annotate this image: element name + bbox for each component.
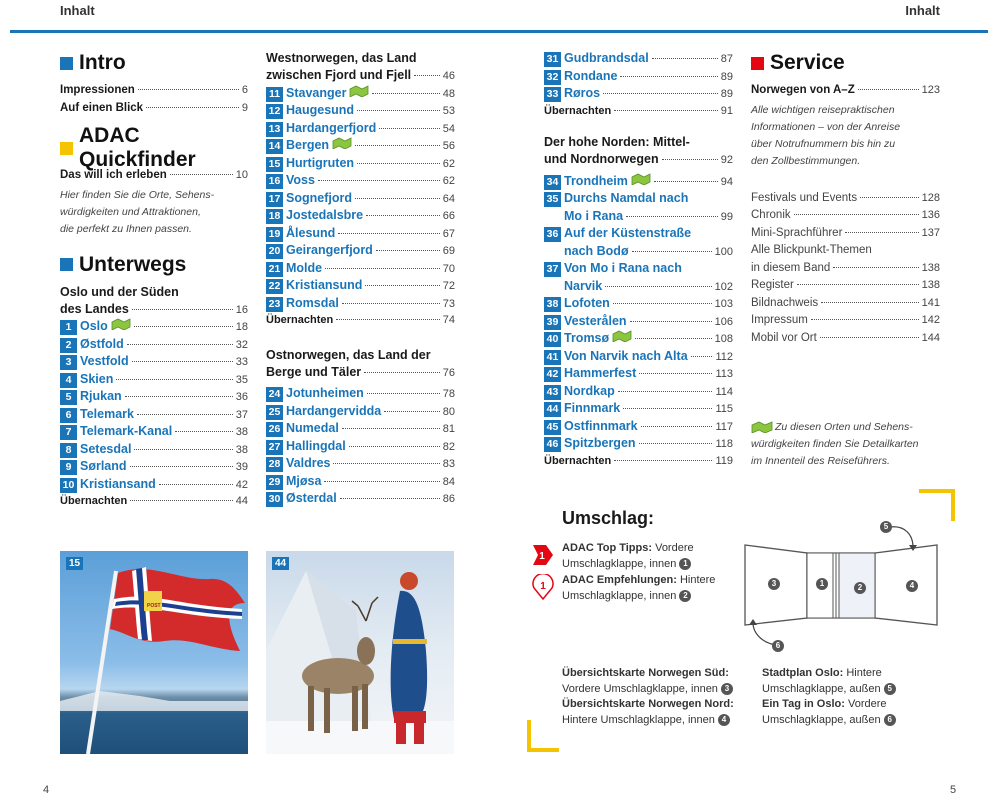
column-2: [266, 50, 455, 508]
service-entry[interactable]: Impressum 142: [751, 314, 940, 326]
toc-destination[interactable]: 8 Setesdal 38: [60, 441, 248, 459]
region-east-title: Ostnorwegen, das Land der: [266, 347, 431, 362]
circle-1: 1: [679, 558, 691, 570]
toc-destination[interactable]: 27 Hallingdal 82: [266, 438, 455, 456]
destination-number: 27: [266, 440, 283, 455]
toc-destination[interactable]: 16 Voss 62: [266, 172, 455, 190]
destination-number: 38: [544, 297, 561, 312]
toc-destination[interactable]: 7 Telemark-Kanal 38: [60, 423, 248, 441]
destination-number: 37: [544, 262, 561, 277]
service-main-entry[interactable]: Norwegen von A–Z 123: [751, 84, 940, 96]
destination-number: 45: [544, 420, 561, 435]
toc-destination[interactable]: 22 Kristiansund 72: [266, 277, 455, 295]
destination-number: 15: [266, 157, 283, 172]
toc-destination[interactable]: 37 Von Mo i Rana nach: [544, 260, 733, 278]
service-entry-cont[interactable]: in diesem Band 138: [751, 261, 940, 274]
header-left: Inhalt: [60, 3, 95, 18]
intro-square-icon: [60, 57, 73, 70]
empfehlung-icon: [532, 574, 554, 600]
map-note: Zu diesen Orten und Sehens- würdigkeiten finden Sie Detailkarten im Innenteil des Reiseführers.: [751, 421, 919, 467]
destination-number: 42: [544, 367, 561, 382]
uebernachten-west[interactable]: Übernachten 74: [266, 314, 455, 326]
photo-reindeer: [266, 551, 454, 754]
toc-destination[interactable]: 4 Skien 35: [60, 371, 248, 389]
toc-destination-cont[interactable]: nach Bodø 100: [564, 243, 733, 258]
destination-number: 44: [544, 402, 561, 417]
toc-destination[interactable]: 13 Hardangerfjord 54: [266, 120, 455, 138]
destination-number: 5: [60, 390, 77, 405]
toc-destination[interactable]: 2 Østfold 32: [60, 336, 248, 354]
destination-number: 20: [266, 244, 283, 259]
quickfinder-entry[interactable]: Das will ich erleben 10: [60, 169, 248, 181]
diagram-circle-2: 2: [854, 582, 866, 594]
uebernachten-east[interactable]: Übernachten 91: [544, 104, 733, 117]
toc-destination[interactable]: 45 Ostfinnmark 117: [544, 418, 733, 436]
toc-destination[interactable]: 9 Sørland 39: [60, 458, 248, 476]
toc-destination[interactable]: 40 Tromsø 108: [544, 330, 733, 348]
toc-destination[interactable]: 39 Vesterålen 106: [544, 313, 733, 331]
map-icon: [631, 173, 651, 185]
quickfinder-square-icon: [60, 142, 73, 155]
quickfinder-heading: ADAC Quickfinder: [60, 135, 248, 161]
unterwegs-square-icon: [60, 258, 73, 271]
map-icon: [111, 318, 131, 330]
destination-number: 14: [266, 139, 283, 154]
region-north-entry[interactable]: und Nordnorwegen 92: [544, 152, 733, 166]
region-south-title: Oslo und der Süden: [60, 284, 179, 299]
toc-destination[interactable]: 34 Trondheim 94: [544, 173, 733, 191]
map-icon: [751, 421, 773, 439]
toc-destination[interactable]: 19 Ålesund 67: [266, 225, 455, 243]
toc-destination[interactable]: 11 Stavanger 48: [266, 85, 455, 103]
destination-number: 29: [266, 475, 283, 490]
flag-illustration: [60, 551, 248, 754]
toc-destination[interactable]: 24 Jotunheimen 78: [266, 385, 455, 403]
toc-destination[interactable]: 20 Geirangerfjord 69: [266, 242, 455, 260]
destination-number: 1: [60, 320, 77, 335]
destination-number: 16: [266, 174, 283, 189]
destination-number: 43: [544, 385, 561, 400]
toc-destination-cont[interactable]: Mo i Rana 99: [564, 208, 733, 223]
toc-destination[interactable]: 41 Von Narvik nach Alta 112: [544, 348, 733, 366]
toc-destination[interactable]: 38 Lofoten 103: [544, 295, 733, 313]
diagram-circle-5: 5: [880, 521, 892, 533]
header-right: Inhalt: [905, 3, 940, 18]
photo-right-badge: 44: [272, 557, 289, 570]
destination-number: 10: [60, 478, 77, 493]
destination-number: 9: [60, 460, 77, 475]
toc-destination[interactable]: 44 Finnmark 115: [544, 400, 733, 418]
destination-number: 7: [60, 425, 77, 440]
toc-destination[interactable]: 26 Numedal 81: [266, 420, 455, 438]
toc-destination[interactable]: 29 Mjøsa 84: [266, 473, 455, 491]
region-north-title: Der hohe Norden: Mittel-: [544, 135, 690, 149]
toc-destination[interactable]: 10 Kristiansand 42: [60, 476, 248, 494]
service-heading: Service: [751, 50, 940, 76]
corner-bracket-top-right: [919, 489, 955, 521]
region-west-title: Westnorwegen, das Land: [266, 51, 417, 65]
destination-number: 30: [266, 492, 283, 507]
toc-destination[interactable]: 28 Valdres 83: [266, 455, 455, 473]
service-description: Alle wichtigen reisepraktischen Informationen – von der Anreise über Notrufnummern bis hin zu den Zollbestimmungen.: [751, 103, 901, 167]
toc-destination[interactable]: 33 Røros 89: [544, 85, 733, 103]
map-nord-note: Übersichtskarte Norwegen Nord: Hintere Umschlagklappe, innen 4: [562, 698, 734, 726]
page-number-left: 4: [43, 784, 50, 796]
destination-number: 21: [266, 262, 283, 277]
destination-number: 33: [544, 87, 561, 102]
service-entry[interactable]: Register 138: [751, 279, 940, 291]
destination-number: 35: [544, 192, 561, 207]
toc-destination[interactable]: 1 Oslo 18: [60, 318, 248, 336]
destination-number: 31: [544, 52, 561, 67]
stadtplan-note: Stadtplan Oslo: Hintere Umschlagklappe, außen 5: [762, 665, 942, 697]
region-east-entry[interactable]: Berge und Täler 76: [266, 364, 455, 379]
destination-number: 6: [60, 408, 77, 423]
region-west-entry[interactable]: zwischen Fjord und Fjell 46: [266, 68, 455, 82]
destination-number: 34: [544, 175, 561, 190]
column-4: [751, 50, 940, 470]
service-entry[interactable]: Alle Blickpunkt-Themen: [751, 244, 872, 256]
destination-number: 32: [544, 70, 561, 85]
destination-number: 41: [544, 350, 561, 365]
destination-number: 3: [60, 355, 77, 370]
svg-text:1: 1: [540, 581, 546, 592]
destination-number: 46: [544, 437, 561, 452]
diagram-circle-6: 6: [772, 640, 784, 652]
toc-destination[interactable]: 17 Sognefjord 64: [266, 190, 455, 208]
toc-destination[interactable]: 18 Jostedalsbre 66: [266, 207, 455, 225]
circle-3: 3: [721, 683, 733, 695]
region-south-entry[interactable]: des Landes 16: [60, 301, 248, 316]
circle-4: 4: [718, 714, 730, 726]
toc-destination[interactable]: 36 Auf der Küstenstraße: [544, 225, 733, 243]
map-icon: [612, 330, 632, 342]
service-entry[interactable]: Festivals und Events 128: [751, 191, 940, 204]
service-entry[interactable]: Mini-Sprachführer 137: [751, 226, 940, 239]
tag-in-oslo-note: Ein Tag in Oslo: Vordere Umschlagklappe, außen 6: [762, 696, 942, 728]
toc-destination[interactable]: 21 Molde 70: [266, 260, 455, 278]
destination-number: 22: [266, 279, 283, 294]
corner-bracket-bottom-left: [527, 720, 559, 752]
destination-number: 26: [266, 422, 283, 437]
destination-number: 2: [60, 338, 77, 353]
toc-destination[interactable]: 3 Vestfold 33: [60, 353, 248, 371]
toc-destination[interactable]: 43 Nordkap 114: [544, 383, 733, 401]
diagram-circle-1: 1: [816, 578, 828, 590]
circle-6: 6: [884, 714, 896, 726]
intro-heading: Intro: [60, 50, 248, 76]
map-icon: [332, 137, 352, 149]
diagram-circle-4: 4: [906, 580, 918, 592]
destination-number: 17: [266, 192, 283, 207]
destination-number: 25: [266, 405, 283, 420]
service-entry[interactable]: Chronik 136: [751, 209, 940, 221]
quickfinder-description: Hier finden Sie die Orte, Sehens- würdigkeiten und Attraktionen, die perfekt zu Ihnen passen.: [60, 188, 215, 235]
flag-post-label: POST: [147, 603, 161, 609]
destination-number: 23: [266, 297, 283, 312]
uebernachten-north[interactable]: Übernachten 119: [544, 454, 733, 467]
toc-destination[interactable]: 14 Bergen 56: [266, 137, 455, 155]
destination-number: 39: [544, 315, 561, 330]
destination-number: 28: [266, 457, 283, 472]
destination-number: 11: [266, 87, 283, 102]
toc-destination[interactable]: 6 Telemark 37: [60, 406, 248, 424]
toc-destination[interactable]: 46 Spitzbergen 118: [544, 435, 733, 453]
toc-destination[interactable]: 35 Durchs Namdal nach: [544, 190, 733, 208]
header-rule: [10, 30, 988, 33]
service-square-icon: [751, 57, 764, 70]
destination-number: 4: [60, 373, 77, 388]
svg-text:1: 1: [539, 551, 545, 562]
toc-destination[interactable]: 25 Hardangervidda 80: [266, 403, 455, 421]
service-entry[interactable]: Bildnachweis 141: [751, 296, 940, 309]
destination-number: 18: [266, 209, 283, 224]
umschlag-tipps: 1 ADAC Top Tipps: Vordere Umschlagklappe, innen 1: [532, 540, 732, 572]
uebernachten-south[interactable]: Übernachten 44: [60, 495, 248, 507]
toc-destination[interactable]: 32 Rondane 89: [544, 68, 733, 86]
column-3: [544, 50, 733, 470]
toc-destination[interactable]: 23 Romsdal 73: [266, 295, 455, 313]
toc-entry[interactable]: Auf einen Blick 9: [60, 101, 248, 114]
destination-number: 19: [266, 227, 283, 242]
toc-destination[interactable]: 42 Hammerfest 113: [544, 365, 733, 383]
service-entry[interactable]: Mobil vor Ort 144: [751, 331, 940, 344]
toc-entry[interactable]: Impressionen 6: [60, 84, 248, 96]
circle-2: 2: [679, 590, 691, 602]
map-sued-note: Übersichtskarte Norwegen Süd: Vordere Umschlagklappe, innen 3: [562, 665, 752, 697]
photo-flag: [60, 551, 248, 754]
toc-destination[interactable]: 31 Gudbrandsdal 87: [544, 50, 733, 68]
page-number-right: 5: [950, 784, 957, 796]
umschlag-empfehlungen: 1 ADAC Empfehlungen: Hintere Umschlagklappe, innen 2: [532, 572, 732, 604]
reindeer-illustration: [266, 551, 454, 754]
umschlag-title: Umschlag:: [562, 508, 655, 528]
top-tipp-icon: [532, 544, 554, 566]
destination-number: 24: [266, 387, 283, 402]
photo-left-badge: 15: [66, 557, 83, 570]
toc-destination[interactable]: 12 Haugesund 53: [266, 102, 455, 120]
destination-number: 36: [544, 227, 561, 242]
toc-destination[interactable]: 15 Hurtigruten 62: [266, 155, 455, 173]
toc-destination-cont[interactable]: Narvik 102: [564, 278, 733, 293]
circle-5: 5: [884, 683, 896, 695]
destination-number: 40: [544, 332, 561, 347]
unterwegs-heading: Unterwegs: [60, 252, 248, 278]
destination-number: 12: [266, 104, 283, 119]
map-icon: [349, 85, 369, 97]
diagram-circle-3: 3: [768, 578, 780, 590]
column-1: [60, 50, 248, 511]
toc-destination[interactable]: 30 Østerdal 86: [266, 490, 455, 508]
destination-number: 8: [60, 443, 77, 458]
destination-number: 13: [266, 122, 283, 137]
toc-destination[interactable]: 5 Rjukan 36: [60, 388, 248, 406]
